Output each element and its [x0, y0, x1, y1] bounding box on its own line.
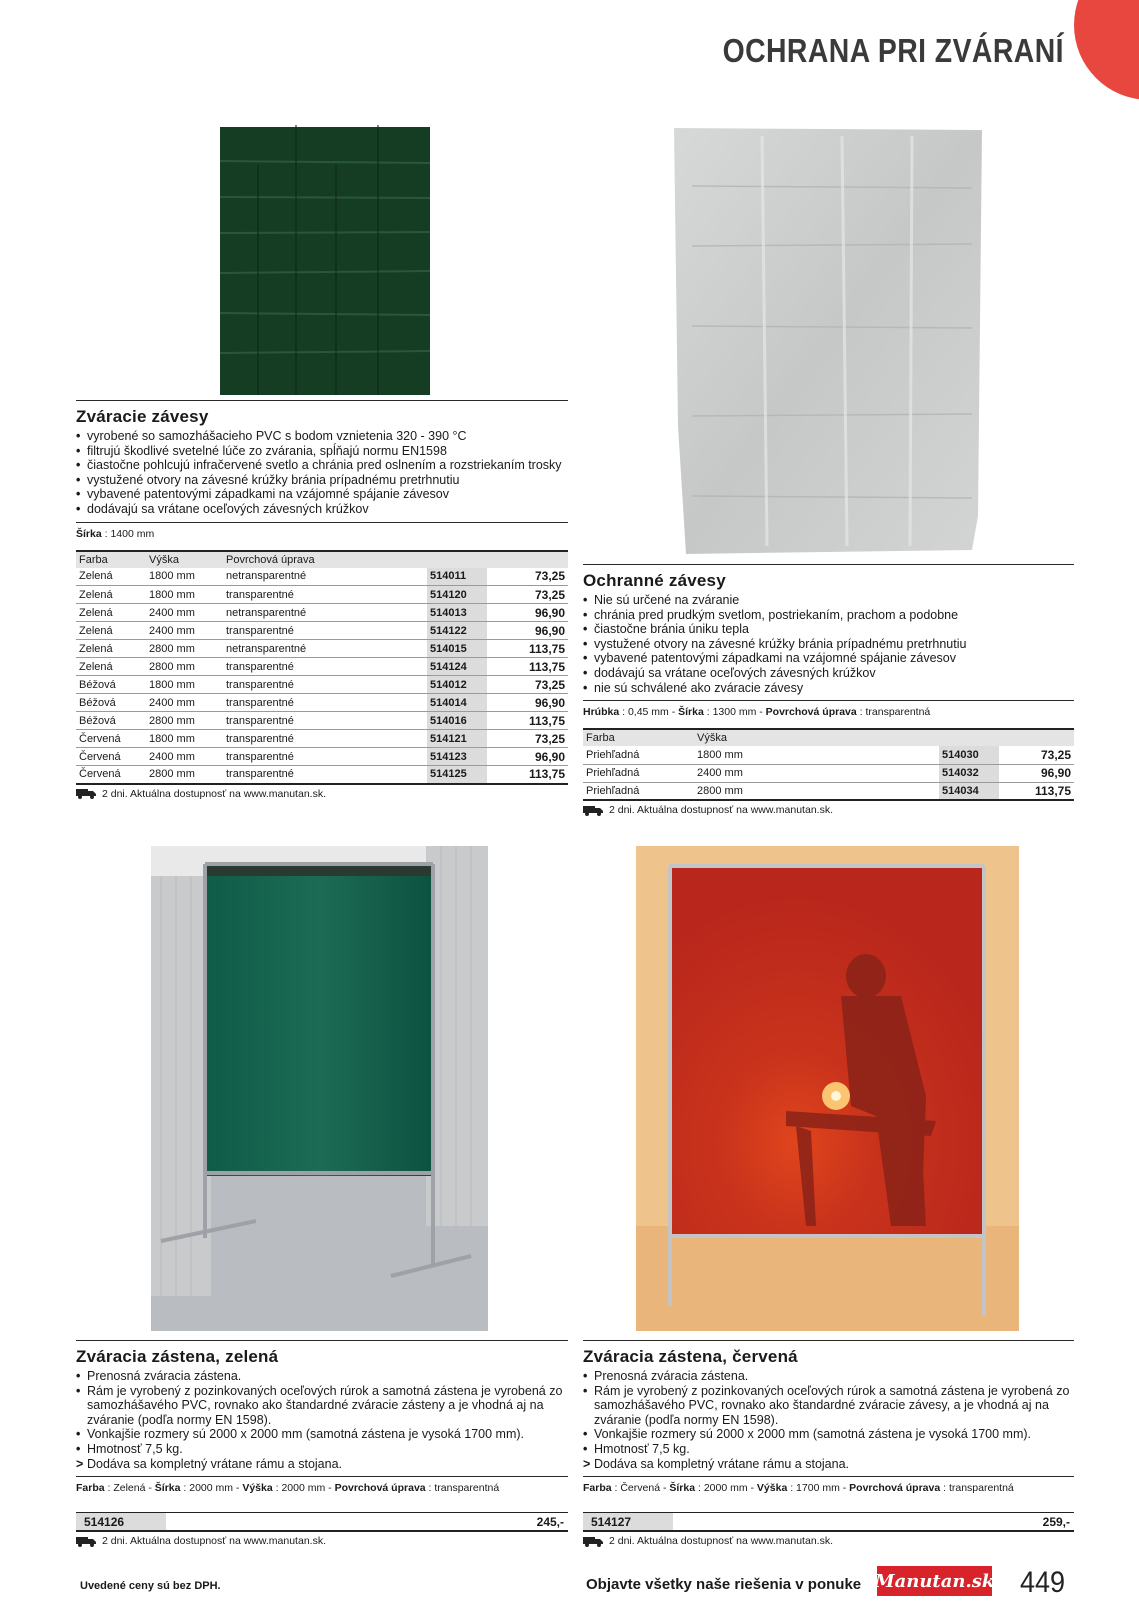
feature-item: • vystužené otvory na závesné krúžky bránia prípadnému pretrhnutiu — [583, 637, 1074, 652]
screen-green-order-row — [76, 1512, 568, 1532]
product-price: 259,- — [1042, 1514, 1070, 1529]
screen-green-section — [76, 1340, 568, 1547]
photo-green-screen — [151, 846, 488, 1331]
protective-curtains-title: Ochranné závesy — [583, 564, 1074, 593]
table-cell: netransparentné — [223, 604, 427, 622]
product-price: 96,90 — [999, 764, 1074, 782]
product-code[interactable]: 514011 — [427, 568, 487, 586]
availability-note — [583, 1535, 1074, 1547]
welding-curtains-spec — [76, 522, 568, 544]
availability-note — [76, 1535, 568, 1547]
protective-curtains-section — [583, 564, 1074, 816]
product-price: 73,25 — [487, 568, 568, 586]
table-cell: 2800 mm — [146, 712, 223, 730]
delivery-note: > Dodáva sa kompletný vrátane rámu a stojana. — [583, 1457, 1074, 1472]
product-price: 113,75 — [487, 658, 568, 676]
spec-label: Šírka — [76, 527, 102, 540]
vat-note: Uvedené ceny sú bez DPH. — [80, 1580, 221, 1592]
col-header-price — [999, 729, 1074, 746]
photo-green-curtain — [218, 125, 432, 400]
table-cell: 2800 mm — [146, 640, 223, 658]
table-row — [76, 568, 568, 586]
table-cell: Červená — [76, 766, 146, 784]
spec-value: : Červená - — [611, 1482, 670, 1495]
availability-note — [583, 804, 1074, 816]
col-header-height: Výška — [146, 551, 223, 568]
availability-text[interactable]: 2 dni. Aktuálna dostupnosť na www.manutan.sk. — [609, 804, 833, 817]
table-cell: transparentné — [223, 586, 427, 604]
product-code[interactable]: 514125 — [427, 766, 487, 784]
photo-transparent-curtain — [672, 126, 984, 554]
product-code[interactable]: 514122 — [427, 622, 487, 640]
product-code[interactable]: 514121 — [427, 730, 487, 748]
table-row — [76, 622, 568, 640]
table-cell: Zelená — [76, 604, 146, 622]
feature-item: • Prenosná zváracia zástena. — [76, 1369, 568, 1384]
spec-value: : 1400 mm — [101, 527, 155, 540]
feature-item: • Vonkajšie rozmery sú 2000 x 2000 mm (samotná zástena je vysoká 1700 mm). — [76, 1427, 568, 1442]
welding-curtains-section — [76, 400, 568, 800]
welding-curtains-title: Zváracie závesy — [76, 400, 568, 429]
table-cell: Zelená — [76, 568, 146, 586]
delivery-truck-icon — [76, 788, 96, 799]
table-cell: 2400 mm — [146, 622, 223, 640]
protective-curtains-table — [583, 728, 1074, 801]
col-header-code — [427, 551, 487, 568]
table-row — [76, 730, 568, 748]
table-cell: Zelená — [76, 586, 146, 604]
table-cell: 2400 mm — [146, 694, 223, 712]
page-title: OCHRANA PRI ZVÁRANÍ — [722, 32, 1064, 69]
table-cell: Béžová — [76, 712, 146, 730]
promo-text: Objavte všetky naše riešenia v ponuke — [586, 1576, 862, 1593]
manutan-logo[interactable]: Manutan.sk — [877, 1566, 992, 1596]
table-cell: transparentné — [223, 766, 427, 784]
protective-curtains-features — [583, 593, 1074, 695]
screen-green-title: Zváracia zástena, zelená — [76, 1340, 568, 1369]
table-cell: 2800 mm — [694, 782, 939, 800]
feature-item: • Rám je vyrobený z pozinkovaných oceľových rúrok a samotná zástena je vyrobená zo samozhášavého PVC, rovnako ako štandardné zváracie zásteny a je vhodná aj na zváranie (podľa normy EN 1598). — [76, 1384, 568, 1428]
screen-red-section — [583, 1340, 1074, 1547]
feature-item: • dodávajú sa vrátane oceľových závesných krúžkov — [76, 502, 568, 517]
product-code[interactable]: 514034 — [939, 782, 999, 800]
spec-label: Šírka — [154, 1482, 181, 1495]
spec-label: Farba — [76, 1482, 105, 1495]
table-cell: 2400 mm — [146, 748, 223, 766]
product-price: 96,90 — [487, 694, 568, 712]
spec-label: Šírka — [669, 1482, 696, 1495]
screen-red-spec — [583, 1476, 1074, 1498]
table-cell: netransparentné — [223, 640, 427, 658]
table-cell: Zelená — [76, 640, 146, 658]
col-header-price — [487, 551, 568, 568]
product-price: 73,25 — [487, 586, 568, 604]
table-row — [583, 782, 1074, 800]
spec-label: Výška — [756, 1482, 788, 1495]
table-row — [76, 694, 568, 712]
product-code[interactable]: 514127 — [583, 1513, 673, 1530]
table-cell: transparentné — [223, 658, 427, 676]
product-code[interactable]: 514014 — [427, 694, 487, 712]
col-header-finish: Povrchová úprava — [223, 551, 427, 568]
screen-red-features — [583, 1369, 1074, 1471]
col-header-color: Farba — [583, 729, 694, 746]
feature-item: • Rám je vyrobený z pozinkovaných oceľových rúrok a samotná zástena je vyrobená zo samozhášavého PVC, rovnako ako štandardné zváracie závesy, a je vhodná aj na zváranie (podľa normy EN 1598). — [583, 1384, 1074, 1428]
welding-curtains-table — [76, 550, 568, 785]
product-price: 245,- — [536, 1514, 564, 1529]
table-row — [76, 766, 568, 784]
col-header-height: Výška — [694, 729, 939, 746]
table-cell: 1800 mm — [146, 568, 223, 586]
table-row — [583, 764, 1074, 782]
table-cell: Zelená — [76, 622, 146, 640]
product-price: 113,75 — [999, 782, 1074, 800]
table-row — [76, 604, 568, 622]
table-cell: Červená — [76, 730, 146, 748]
delivery-truck-icon — [583, 805, 603, 816]
feature-item: • vystužené otvory na závesné krúžky bránia prípadnému pretrhnutiu — [76, 473, 568, 488]
product-price: 73,25 — [487, 676, 568, 694]
spec-value: : 0,45 mm - — [619, 706, 679, 719]
welding-curtains-features — [76, 429, 568, 517]
table-row — [76, 658, 568, 676]
product-price: 96,90 — [487, 604, 568, 622]
page-number: 449 — [1020, 1566, 1066, 1599]
table-row — [76, 748, 568, 766]
delivery-truck-icon — [76, 1536, 96, 1547]
spec-value: : 2000 mm - — [180, 1482, 243, 1495]
table-cell: Zelená — [76, 658, 146, 676]
product-code[interactable]: 514126 — [76, 1513, 166, 1530]
product-price: 113,75 — [487, 640, 568, 658]
table-cell: 2400 mm — [146, 604, 223, 622]
feature-item: • Vonkajšie rozmery sú 2000 x 2000 mm (samotná zástena je vysoká 1700 mm). — [583, 1427, 1074, 1442]
screen-green-spec — [76, 1476, 568, 1498]
spec-value: : transparentná — [425, 1482, 500, 1495]
table-row — [76, 586, 568, 604]
feature-item: • čiastočne bránia úniku tepla — [583, 622, 1074, 637]
table-row — [76, 640, 568, 658]
spec-value: : Zelená - — [104, 1482, 155, 1495]
product-code[interactable]: 514012 — [427, 676, 487, 694]
spec-label: Farba — [583, 1482, 612, 1495]
spec-value: : 2000 mm - — [695, 1482, 757, 1495]
feature-item: • Nie sú určené na zváranie — [583, 593, 1074, 608]
table-cell: Priehľadná — [583, 782, 694, 800]
table-cell: Béžová — [76, 676, 146, 694]
table-row — [583, 746, 1074, 764]
spec-value: : 1700 mm - — [787, 1482, 850, 1495]
table-cell: netransparentné — [223, 568, 427, 586]
product-price: 73,25 — [999, 746, 1074, 764]
table-cell: Červená — [76, 748, 146, 766]
table-cell: transparentné — [223, 748, 427, 766]
availability-text[interactable]: 2 dni. Aktuálna dostupnosť na www.manutan.sk. — [102, 1535, 326, 1548]
table-cell: 1800 mm — [146, 586, 223, 604]
feature-item: • chránia pred prudkým svetlom, postriekaním, prachom a podobne — [583, 608, 1074, 623]
table-cell: transparentné — [223, 676, 427, 694]
product-price: 113,75 — [487, 766, 568, 784]
availability-note — [76, 788, 568, 800]
table-cell: 1800 mm — [694, 746, 939, 764]
screen-red-order-row — [583, 1512, 1074, 1532]
product-price: 113,75 — [487, 712, 568, 730]
screen-red-title: Zváracia zástena, červená — [583, 1340, 1074, 1369]
spec-label: Povrchová úprava — [849, 1482, 941, 1495]
spec-value: : transparentná — [856, 706, 931, 719]
product-code[interactable]: 514030 — [939, 746, 999, 764]
delivery-note: > Dodáva sa kompletný vrátane rámu a stojana. — [76, 1457, 568, 1472]
table-cell: Béžová — [76, 694, 146, 712]
table-cell: transparentné — [223, 694, 427, 712]
spec-label: Šírka — [678, 706, 704, 719]
feature-item: • vybavené patentovými západkami na vzájomné spájanie závesov — [76, 487, 568, 502]
table-cell: Priehľadná — [583, 764, 694, 782]
product-code[interactable]: 514123 — [427, 748, 487, 766]
product-code[interactable]: 514032 — [939, 764, 999, 782]
spec-value: : 2000 mm - — [272, 1482, 335, 1495]
feature-item: • vyrobené so samozhášacieho PVC s bodom vznietenia 320 - 390 °C — [76, 429, 568, 444]
table-cell: transparentné — [223, 730, 427, 748]
product-code[interactable]: 514015 — [427, 640, 487, 658]
feature-item: • Hmotnosť 7,5 kg. — [583, 1442, 1074, 1457]
spec-value: : transparentná — [940, 1482, 1014, 1495]
product-price: 73,25 — [487, 730, 568, 748]
table-row — [76, 712, 568, 730]
feature-item: • filtrujú škodlivé svetelné lúče zo zvárania, spĺňajú normu EN1598 — [76, 444, 568, 459]
table-cell: Priehľadná — [583, 746, 694, 764]
table-cell: transparentné — [223, 622, 427, 640]
table-cell: 2800 mm — [146, 766, 223, 784]
spec-label: Povrchová úprava — [765, 706, 857, 719]
photo-red-screen — [636, 846, 1019, 1331]
availability-text[interactable]: 2 dni. Aktuálna dostupnosť na www.manutan.sk. — [609, 1535, 833, 1548]
feature-item: • vybavené patentovými západkami na vzájomné spájanie závesov — [583, 651, 1074, 666]
product-code[interactable]: 514120 — [427, 586, 487, 604]
col-header-color: Farba — [76, 551, 146, 568]
table-cell: 1800 mm — [146, 676, 223, 694]
spec-label: Výška — [242, 1482, 273, 1495]
feature-item: • dodávajú sa vrátane oceľových závesných krúžkov — [583, 666, 1074, 681]
delivery-truck-icon — [583, 1536, 603, 1547]
table-cell: 2400 mm — [694, 764, 939, 782]
product-price: 96,90 — [487, 748, 568, 766]
spec-label: Hrúbka — [583, 706, 620, 719]
feature-item: • čiastočne pohlcujú infračervené svetlo a chránia pred oslnením a rozstriekaním trosky — [76, 458, 568, 473]
availability-text[interactable]: 2 dni. Aktuálna dostupnosť na www.manutan.sk. — [102, 787, 326, 800]
feature-item: • Prenosná zváracia zástena. — [583, 1369, 1074, 1384]
screen-green-features — [76, 1369, 568, 1471]
protective-curtains-spec — [583, 700, 1074, 722]
corner-accent-circle — [1074, 0, 1139, 100]
product-code[interactable]: 514124 — [427, 658, 487, 676]
table-cell: transparentné — [223, 712, 427, 730]
feature-item: • nie sú schválené ako zváracie závesy — [583, 681, 1074, 696]
spec-value: : 1300 mm - — [703, 706, 766, 719]
table-cell: 2800 mm — [146, 658, 223, 676]
spec-label: Povrchová úprava — [334, 1482, 426, 1495]
table-cell: 1800 mm — [146, 730, 223, 748]
product-code[interactable]: 514016 — [427, 712, 487, 730]
product-price: 96,90 — [487, 622, 568, 640]
table-row — [76, 676, 568, 694]
feature-item: • Hmotnosť 7,5 kg. — [76, 1442, 568, 1457]
product-code[interactable]: 514013 — [427, 604, 487, 622]
col-header-code — [939, 729, 999, 746]
